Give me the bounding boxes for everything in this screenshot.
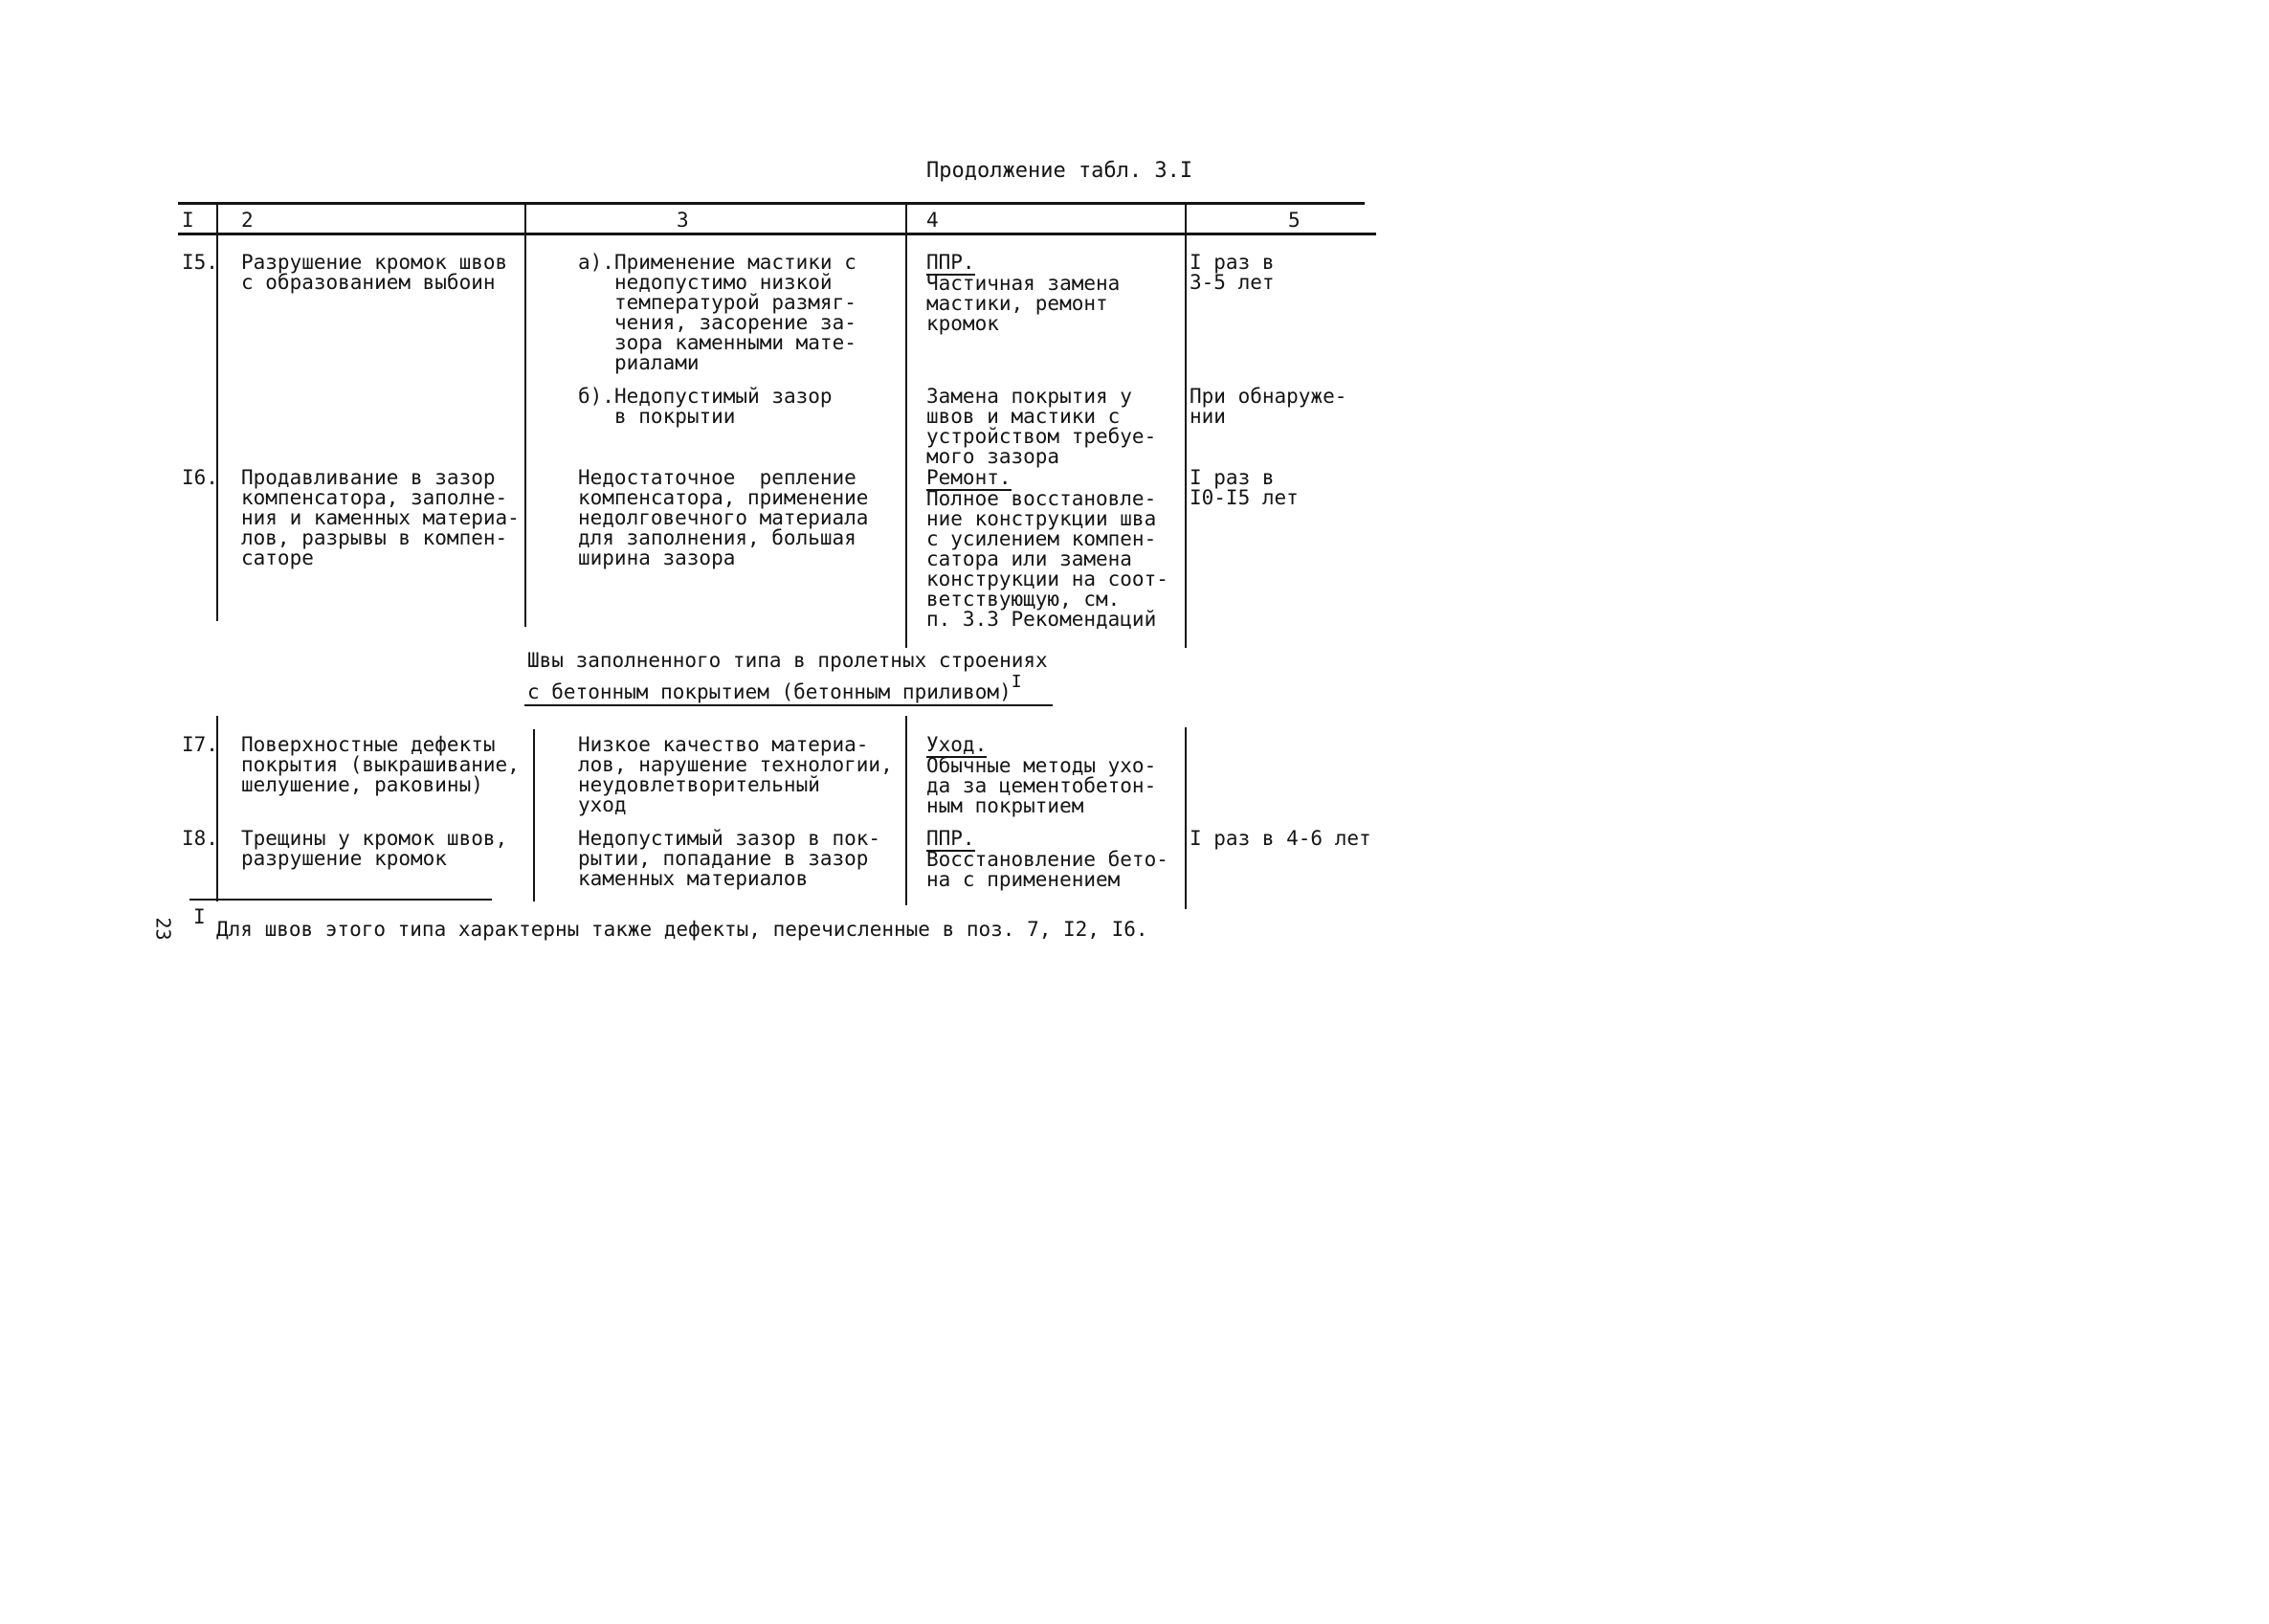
row-17-measure-head-text: Уход. — [926, 733, 988, 756]
col-rule-4 — [1185, 202, 1187, 648]
section-heading-line-2 — [527, 672, 1022, 703]
col-rule-2 — [524, 202, 526, 627]
row-18-measure-head-text: ППР. — [926, 827, 975, 850]
lower-col-rule-2 — [533, 729, 535, 901]
section-heading-text: с бетонным покрытием (бетонным приливом) — [527, 680, 1012, 703]
row-18-cause: Недопустимый зазор в пок- рытии, попадание в зазор каменных материалов — [578, 827, 881, 890]
row-15-cause-a: Применение мастики с недопустимо низкой температурой размяг- чения, засорение за- зора каменными мате- риалами — [614, 251, 856, 374]
row-16-measure: Полное восстановле- ние конструкции шва с усилением компен- сатора или замена конструкции на соот- ветствующую, см. п. 3.3 Рекомендаций — [926, 487, 1168, 631]
row-18-defect: Трещины у кромок швов, разрушение кромок — [241, 827, 508, 870]
row-15-cause-b: Недопустимый зазор в покрытии — [614, 385, 833, 428]
row-15-cause-b-label: б). — [578, 385, 614, 408]
section-heading-line-1: Швы заполненного типа в пролетных строениях — [527, 649, 1048, 672]
row-16-number: I6. — [182, 466, 218, 489]
footnote-text: Для швов этого типа характерны также дефекты, перечисленные в поз. 7, I2, I6. — [216, 918, 1148, 941]
row-15-measure-a: Частичная замена мастики, ремонт кромок — [926, 272, 1121, 335]
page-number: 23 — [151, 917, 175, 941]
row-16-measure-head — [926, 468, 1012, 488]
row-15-measure-a-head — [926, 253, 975, 273]
row-17-measure-head — [926, 735, 987, 755]
lower-col-rule-4 — [1185, 727, 1187, 909]
header-col-2: 2 — [241, 209, 254, 232]
section-heading-footnote-mark: I — [1011, 672, 1022, 692]
row-16-measure-head-text: Ремонт. — [926, 466, 1012, 489]
row-18-measure: Восстановление бето- на с применением — [926, 848, 1168, 891]
col-rule-3 — [905, 202, 907, 648]
section-heading-rule — [524, 704, 1053, 706]
footnote-mark: I — [193, 905, 206, 928]
header-col-3: 3 — [677, 209, 689, 232]
row-15-number: I5. — [182, 251, 218, 274]
row-16-defect: Продавливание в зазор компенсатора, заполне- ния и каменных материа- лов, разрывы в компен- саторе — [241, 466, 520, 569]
row-17-defect: Поверхностные дефекты покрытия (выкрашивание, шелушение, раковины) — [241, 733, 520, 796]
table-caption: Продолжение табл. 3.I — [926, 159, 1193, 183]
row-16-period: I раз в I0-I5 лет — [1190, 466, 1299, 509]
header-col-5: 5 — [1288, 209, 1301, 232]
footnote-rule — [189, 899, 492, 901]
row-15-cause-a-label: а). — [578, 251, 614, 274]
lower-col-rule-3 — [905, 716, 907, 905]
row-15-defect: Разрушение кромок швов с образованием выбоин — [241, 251, 508, 294]
row-18-number: I8. — [182, 827, 218, 850]
row-18-measure-head — [926, 829, 975, 849]
row-17-cause: Низкое качество материа- лов, нарушение технологии, неудовлетворительный уход — [578, 733, 893, 816]
row-15-measure-b: Замена покрытия у швов и мастики с устройством требуе- мого зазора — [926, 385, 1157, 468]
row-15-measure-a-head-text: ППР. — [926, 251, 975, 274]
table-top-rule — [178, 202, 1365, 205]
row-16-cause: Недостаточное репление компенсатора, применение недолговечного материала для заполнения, большая ширина зазора — [578, 466, 869, 569]
row-17-measure: Обычные методы ухо- да за цементобетон- ным покрытием — [926, 754, 1157, 817]
header-bottom-rule — [178, 233, 1376, 235]
header-col-4: 4 — [926, 209, 939, 232]
row-15-period-b: При обнаруже- нии — [1190, 385, 1347, 428]
row-17-number: I7. — [182, 733, 218, 756]
row-18-period: I раз в 4-6 лет — [1190, 827, 1371, 850]
row-15-period-a: I раз в 3-5 лет — [1190, 251, 1275, 294]
header-col-1: I — [182, 209, 194, 232]
